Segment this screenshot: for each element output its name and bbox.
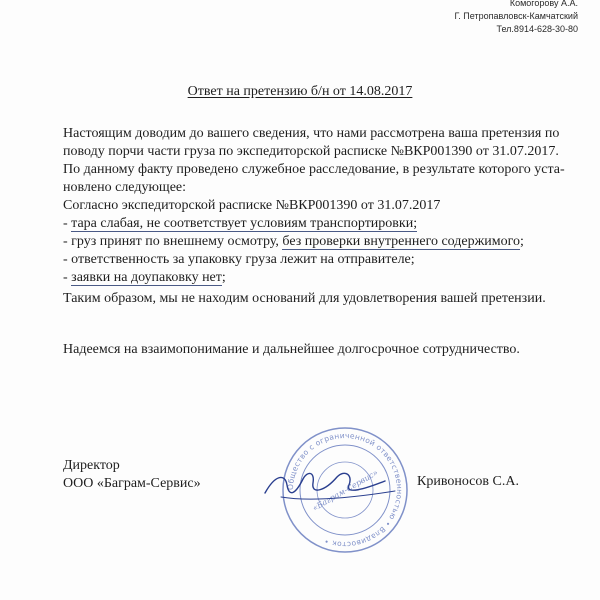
body-line [63,197,585,215]
body-text: новлено следующее: [63,180,187,195]
signatory-position: Директор [63,458,120,473]
document-title [0,83,600,100]
recipient-phone: Тел.8914-628-30-80 [496,24,578,34]
list-text: - груз принят по внешнему осмотру, [63,234,283,249]
list-text: - ответственность за упаковку груза лежит на отправителе; [63,252,415,267]
list-item [63,251,585,269]
body-text: Настоящим доводим до вашего сведения, что нами рассмотрена ваша претензия по [63,126,560,141]
body-text: Согласно экспедиторской расписке №ВКР001390 от 31.07.2017 [63,198,441,213]
body-line [63,179,585,197]
signatory-name: Кривоносов С.А. [417,474,519,489]
list-text: ; [520,234,524,249]
underlined-text: заявки на доупаковку нет [71,270,222,285]
list-text: ; [221,270,226,285]
conclusion-paragraph: Таким образом, мы не находим оснований для удовлетворения вашей претензии. [63,291,546,306]
closing-paragraph: Надеемся на взаимопонимание и дальнейшее долгосрочное сотрудничество. [63,342,520,357]
stamp-ring-text: Общество с ограниченной ответственностью • Владивосток • [285,430,405,550]
underlined-text: без проверки внутреннего содержимого [282,234,521,249]
body-line [63,143,585,161]
body-text: поводу порчи части груза по экспедиторской расписке №ВКР001390 от 31.07.2017. [63,144,559,159]
recipient-name: Комогорову А.А. [509,0,578,8]
recipient-address-block [455,0,578,36]
body-line [63,161,585,179]
list-item [63,269,585,287]
recipient-city: Г. Петропавловск-Камчатский [454,11,578,21]
list-dash: - [63,216,72,231]
body-line [63,125,585,143]
document-title-text: Ответ на претензию б/н от 14.08.2017 [187,84,413,99]
handwritten-signature [245,455,405,515]
list-dash: - [63,270,72,285]
letter-body [63,125,585,287]
signatory-block [63,457,201,493]
list-item [63,233,585,251]
stamp-inner-text: «Баграм-Сервис» [310,468,380,513]
underlined-text: тара слабая, не соответствует условиям транспортировки; [71,216,418,231]
list-item [63,215,585,233]
signatory-company: ООО «Баграм-Сервис» [63,476,201,491]
body-text: По данному факту проведено служебное расследование, в результате которого уста- [63,162,565,177]
